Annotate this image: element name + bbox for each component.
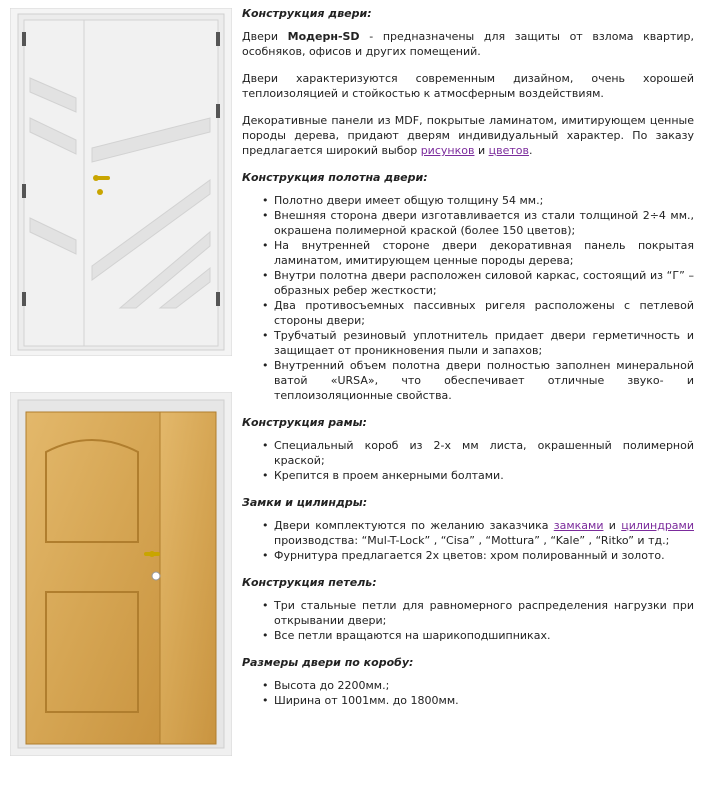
section-title-size: Размеры двери по коробу: bbox=[242, 656, 414, 669]
list-item: • Двери комплектуются по желанию заказчика замками и цилиндрами производства: “Mul-T-Lock” , “Cisa” , “Mottura” , “Kale” , “Ritko” и тд.; bbox=[260, 518, 694, 548]
list-item: • Полотно двери имеет общую толщину 54 мм.; bbox=[260, 193, 694, 208]
list-item: • Внутри полотна двери расположен силовой каркас, состоящий из “Г” – образных ребер жесткости; bbox=[260, 268, 694, 298]
section-title-construction: Конструкция двери: bbox=[242, 7, 372, 20]
list-item: • Фурнитура предлагается 2х цветов: хром полированный и золото. bbox=[260, 548, 694, 563]
list-item: • Внешняя сторона двери изготавливается из стали толщиной 2÷4 мм., окрашена полимерной краской (более 150 цветов); bbox=[260, 208, 694, 238]
paragraph-panels: Декоративные панели из MDF, покрытые ламинатом, имитирующем ценные породы дерева, придают дверям индивидуальный характер. По заказу предлагается широкий выбор рисунков и цветов. bbox=[242, 114, 694, 157]
section-title-hinges: Конструкция петель: bbox=[242, 576, 377, 589]
list-hinges bbox=[242, 598, 694, 643]
wood-door-image bbox=[10, 392, 232, 756]
list-item: • Три стальные петли для равномерного распределения нагрузки при открывании двери; bbox=[260, 598, 694, 628]
list-item: • Все петли вращаются на шарикоподшипниках. bbox=[260, 628, 694, 643]
list-size bbox=[242, 678, 694, 708]
section-title-leaf: Конструкция полотна двери: bbox=[242, 171, 428, 184]
images-column bbox=[0, 0, 240, 800]
list-item: • Два противосъемных пассивных ригеля расположены с петлевой стороны двери; bbox=[260, 298, 694, 328]
paragraph-features: Двери характеризуются современным дизайном, очень хорошей теплоизоляцией и стойкостью к атмосферным воздействиям. bbox=[242, 72, 694, 100]
link-cylinders[interactable]: цилиндрами bbox=[621, 519, 694, 532]
link-locks[interactable]: замками bbox=[553, 519, 604, 532]
list-item: • На внутренней стороне двери декоративная панель покрытая ламинатом, имитирующем ценные породы дерева; bbox=[260, 238, 694, 268]
white-door-image bbox=[10, 8, 232, 356]
product-name: Модерн-SD bbox=[287, 30, 360, 43]
section-title-frame: Конструкция рамы: bbox=[242, 416, 367, 429]
paragraph-intro: Двери Модерн-SD - предназначены для защиты от взлома квартир, особняков, офисов и других помещений. bbox=[242, 30, 695, 58]
link-colors[interactable]: цветов bbox=[488, 144, 529, 157]
list-item: • Трубчатый резиновый уплотнитель придает двери герметичность и защищает от проникновения пыли и запахов; bbox=[260, 328, 694, 358]
section-title-locks: Замки и цилиндры: bbox=[242, 496, 368, 509]
link-patterns[interactable]: рисунков bbox=[420, 144, 475, 157]
list-locks bbox=[242, 518, 694, 563]
list-leaf bbox=[242, 193, 694, 403]
list-frame bbox=[242, 438, 694, 483]
list-item: • Ширина от 1001мм. до 1800мм. bbox=[260, 693, 694, 708]
list-item: • Специальный короб из 2-х мм листа, окрашенный полимерной краской; bbox=[260, 438, 694, 468]
list-item: • Крепится в проем анкерными болтами. bbox=[260, 468, 694, 483]
list-item: • Внутренний объем полотна двери полностью заполнен минеральной ватой «URSA», что обеспечивает отличные звуко- и теплоизоляционные свойства. bbox=[260, 358, 694, 403]
list-item: • Высота до 2200мм.; bbox=[260, 678, 694, 693]
content-column bbox=[242, 6, 694, 708]
